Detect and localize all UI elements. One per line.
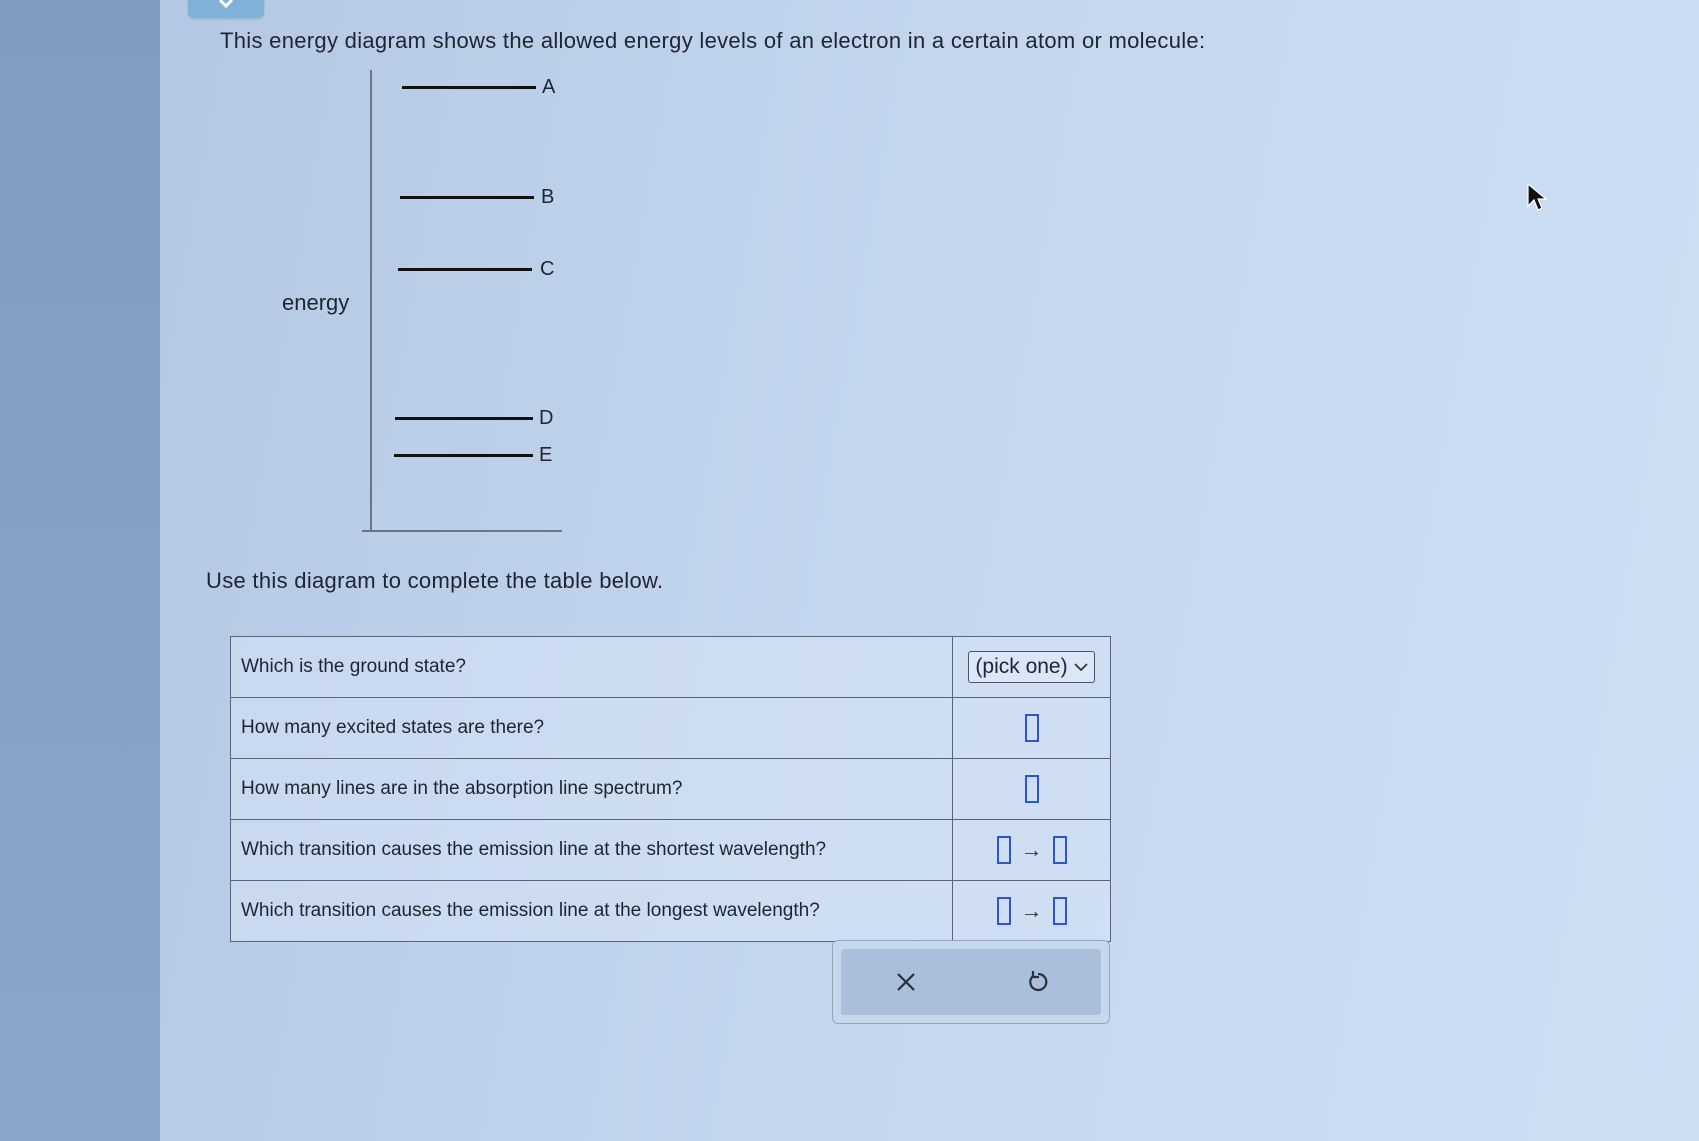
answer-cell — [953, 759, 1111, 820]
answer-cell — [953, 881, 1111, 942]
answer-cell — [953, 698, 1111, 759]
instruction-text: Use this diagram to complete the table below. — [206, 568, 664, 593]
level-b-label: B — [541, 186, 555, 208]
energy-axis-label: energy — [282, 290, 350, 315]
chevron-down-icon — [1074, 663, 1088, 672]
table-row — [231, 759, 1111, 820]
energy-axis — [370, 70, 372, 530]
shortest-from-input[interactable] — [997, 836, 1011, 864]
level-e-line — [394, 454, 533, 457]
excited-states-input[interactable] — [1025, 714, 1039, 742]
table-row — [231, 881, 1111, 942]
answer-cell — [953, 637, 1111, 698]
question-ground-state: Which is the ground state? — [231, 637, 953, 698]
question-shortest-wavelength: Which transition causes the emission line at the shortest wavelength? — [231, 820, 953, 881]
arrow-right-icon: → — [1020, 837, 1043, 862]
level-d-line — [395, 417, 533, 420]
select-value: (pick one) — [975, 655, 1068, 678]
mouse-cursor-icon — [1526, 182, 1548, 212]
action-bar-inner — [841, 949, 1101, 1015]
table-row — [231, 698, 1111, 759]
close-icon — [891, 967, 921, 997]
longest-to-input[interactable] — [1053, 897, 1067, 925]
baseline-axis — [362, 530, 562, 532]
level-b-line — [400, 196, 534, 199]
question-absorption-lines: How many lines are in the absorption line spectrum? — [231, 759, 953, 820]
level-c-label: C — [540, 258, 555, 280]
level-e-label: E — [539, 444, 553, 466]
energy-diagram — [270, 70, 600, 540]
left-sidebar-strip — [0, 0, 160, 1141]
table-row — [231, 820, 1111, 881]
absorption-lines-input[interactable] — [1025, 775, 1039, 803]
table-row — [231, 637, 1111, 698]
longest-from-input[interactable] — [997, 897, 1011, 925]
undo-button[interactable] — [1023, 967, 1053, 997]
intro-text: This energy diagram shows the allowed energy levels of an electron in a certain atom or molecule: — [220, 28, 1206, 53]
undo-icon — [1023, 967, 1053, 997]
chevron-down-icon — [218, 0, 234, 8]
level-d-label: D — [539, 407, 554, 429]
question-excited-states: How many excited states are there? — [231, 698, 953, 759]
question-longest-wavelength: Which transition causes the emission line at the longest wavelength? — [231, 881, 953, 942]
answer-cell — [953, 820, 1111, 881]
level-c-line — [398, 268, 532, 271]
clear-button[interactable] — [891, 967, 921, 997]
level-a-label: A — [542, 76, 556, 98]
ground-state-select[interactable] — [968, 651, 1094, 683]
collapse-tab[interactable] — [188, 0, 264, 18]
action-bar — [832, 940, 1110, 1024]
shortest-to-input[interactable] — [1053, 836, 1067, 864]
level-a-line — [402, 86, 536, 89]
arrow-right-icon: → — [1020, 898, 1043, 923]
question-table — [230, 636, 1111, 942]
